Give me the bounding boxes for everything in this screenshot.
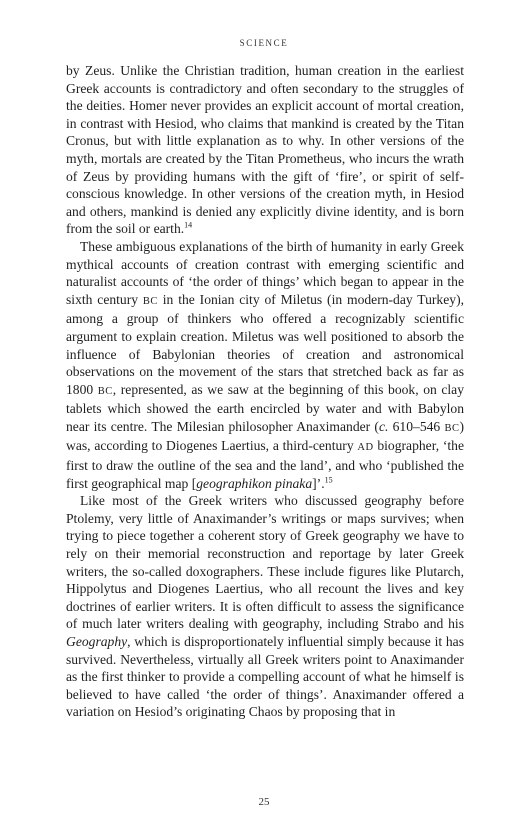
footnote-marker: 15 xyxy=(324,475,333,485)
page-number: 25 xyxy=(258,796,270,808)
italic-text: Geography xyxy=(66,634,128,649)
text-run: 610–546 xyxy=(388,418,445,434)
italic-text: c. xyxy=(378,418,389,434)
body-paragraph xyxy=(66,62,464,238)
text-run: ]’. xyxy=(312,475,325,491)
text-run: ) was, according to Diogenes Laertius, a third-century xyxy=(66,418,465,454)
body-paragraph xyxy=(66,492,464,721)
text-run: biographer, ‘the first to draw the outline of the sea and the land’, and who ‘published the first geographical map [ xyxy=(66,438,464,491)
small-caps-text: BC xyxy=(142,295,158,307)
small-caps-text: AD xyxy=(357,442,374,454)
body-paragraph xyxy=(66,238,464,492)
footnote-marker: 14 xyxy=(184,220,193,230)
text-run: Like most of the Greek writers who discussed geography before Ptolemy, very little of Anaximander’s writings or maps survives; when trying to piece together a coherent story of Greek geography we have to rely on their memorial reconstruction and reportage by later Greek writers, the so-called doxographers. These include figures like Plutarch, Hippolytus and Diogenes Laertius, who all recount the lives and key doctrines of earlier writers. It is often difficult to assess the significance of much later writers dealing with geography, including Strabo and his xyxy=(66,493,464,632)
small-caps-text: BC xyxy=(444,422,460,434)
body-text xyxy=(66,62,464,721)
text-run: in the Ionian city of Miletus (in modern-day Turkey), among a group of thinkers who offered a recognizably scientific argument to explain creation. Miletus was well positioned to absorb the influence of Babylonian theories of creation and astronomical observations on the movement of the stars that stretched back as far as 1800 xyxy=(66,291,464,397)
text-run: , which is disproportionately influential simply because it has survived. Nevertheless, virtually all Greek writers point to Anaximander as the first thinker to provide a compelling account of what he himself is believed to have called ‘the order of things’. Anaximander offered a variation on Hesiod’s originating Chaos by proposing that in xyxy=(66,634,464,720)
text-run: These ambiguous explanations of the birth of humanity in early Greek mythical accounts of creation contrast with emerging scientific and naturalist accounts of ‘the order of things’ which began to appear in the sixth century xyxy=(66,238,464,307)
small-caps-text: BC xyxy=(97,385,113,397)
text-run: , represented, as we saw at the beginning of this book, on clay tablets which showed the earth encircled by water and with Babylon near its centre. The Milesian philosopher Anaximander ( xyxy=(66,381,464,434)
italic-text: geographikon pinaka xyxy=(196,475,313,491)
text-run: by Zeus. Unlike the Christian tradition, human creation in the earliest Greek accounts is contradictory and often secondary to the struggles of the deities. Homer never provides an explicit account of mortal creation, in contrast with Hesiod, who claims that mankind is created by the Titan Cronus, but with little explanation as to why. In other versions of the myth, mortals are created by the Titan Prometheus, who incurs the wrath of Zeus by providing humans with the gift of ‘fire’, or spirit of self-conscious knowledge. In other versions of the creation myth, in Hesiod and others, mankind is denied any explicitly divine identity, and is born from the soil or earth. xyxy=(66,63,464,237)
running-head: SCIENCE xyxy=(239,38,289,48)
